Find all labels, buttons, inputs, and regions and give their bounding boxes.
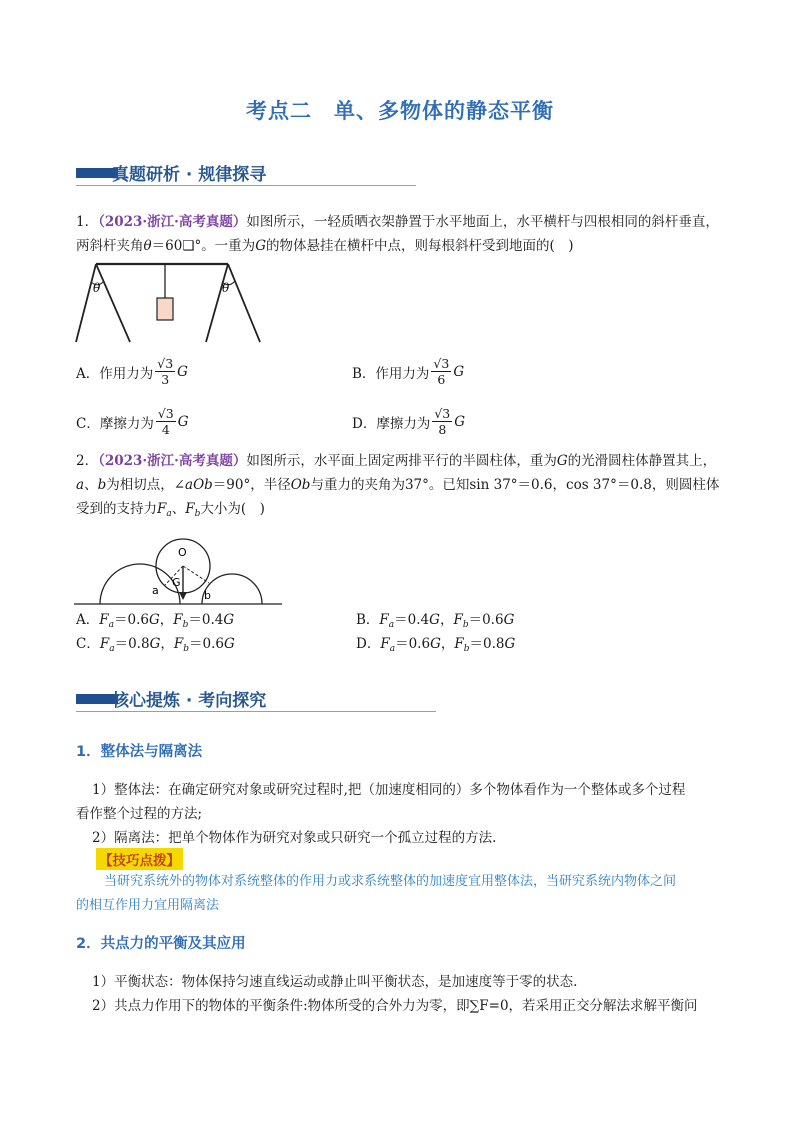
q2-option-c[interactable]: C．$F_a=0.8G$，$F_b=0.6G$ bbox=[76, 636, 235, 654]
section-title: 核心提炼 · 考向探究 bbox=[112, 691, 267, 711]
h2-paragraph-1: 1）平衡状态：物体保持匀速直线运动或静止叫平衡状态，是加速度等于零的状态. bbox=[92, 974, 578, 990]
q1-option-d[interactable]: D．摩擦力为 $\frac{√3}{8}$ G bbox=[352, 406, 466, 437]
theta-label-left: θ bbox=[93, 281, 101, 295]
q2-cylinder-figure bbox=[74, 528, 284, 608]
tip-line-2: 的相互作用力宜用隔离法 bbox=[76, 898, 220, 913]
theta-label-right: θ bbox=[222, 281, 230, 295]
h1-paragraph-1b: 看作整个过程的方法; bbox=[76, 806, 203, 822]
q1-line1: 1．（2023·浙江·高考真题）如图所示，一轻质晒衣架静置于水平地面上，水平横杆与四根相同的斜杆垂直， bbox=[76, 214, 719, 230]
h1-paragraph-2: 2）隔离法：把单个物体作为研究对象或只研究一个孤立过程的方法. bbox=[92, 830, 497, 846]
q2-line1: 2．（2023·浙江·高考真题）如图所示，水平面上固定两排平行的半圆柱体，重为G的光滑圆柱体静置其上， bbox=[76, 453, 717, 469]
tip-line-1: 当研究系统外的物体对系统整体的作用力或求系统整体的加速度宜用整体法，当研究系统内物体之间 bbox=[104, 874, 677, 889]
q2-option-d[interactable]: D．$F_a=0.6G$，$F_b=0.8G$ bbox=[356, 636, 516, 654]
q2-option-b[interactable]: B．$F_a=0.4G$，$F_b=0.6G$ bbox=[356, 612, 515, 630]
h1-paragraph-1a: 1）整体法：在确定研究对象或研究过程时,把（加速度相同的）多个物体看作为一个整体或多个过程 bbox=[92, 782, 686, 798]
section-title: 真题研析 · 规律探寻 bbox=[112, 165, 267, 185]
q1-line2: 两斜杆夹角θ＝60❑°。一重为G的物体悬挂在横杆中点，则每根斜杆受到地面的( ) bbox=[76, 238, 574, 254]
h2-paragraph-2: 2）共点力作用下的物体的平衡条件:物体所受的合外力为零，即∑F=0，若采用正交分解法求解平衡问 bbox=[92, 998, 698, 1014]
label-a: a bbox=[152, 584, 159, 597]
q2-line3: 受到的支持力$F_a$、$F_b$大小为( ) bbox=[76, 501, 265, 519]
page-title: 考点二 单、多物体的静态平衡 bbox=[246, 99, 554, 123]
q1-option-c[interactable]: C．摩擦力为 $\frac{√3}{4}$ G bbox=[76, 406, 189, 437]
q2-line2: a、b为相切点，∠aOb＝90°，半径Ob与重力的夹角为37°。已知sin 37°＝0.6，cos 37°＝0.8，则圆柱体 bbox=[76, 477, 720, 493]
heading-overall-isolation: 1．整体法与隔离法 bbox=[76, 744, 203, 760]
q1-option-a[interactable]: A．作用力为 $\frac{√3}{3}$ G bbox=[76, 356, 188, 387]
section-underline bbox=[76, 711, 436, 712]
tip-label: 【技巧点拨】 bbox=[96, 848, 183, 870]
q2-option-a[interactable]: A．$F_a=0.6G$，$F_b=0.4G$ bbox=[76, 612, 235, 630]
label-b: b bbox=[204, 589, 211, 602]
q1-option-b[interactable]: B．作用力为 $\frac{√3}{6}$ G bbox=[352, 356, 465, 387]
label-o: O bbox=[178, 546, 187, 559]
label-g: G bbox=[172, 576, 181, 589]
section-underline bbox=[76, 185, 416, 186]
q1-rack-figure bbox=[74, 258, 264, 346]
heading-equilibrium: 2．共点力的平衡及其应用 bbox=[76, 936, 246, 952]
